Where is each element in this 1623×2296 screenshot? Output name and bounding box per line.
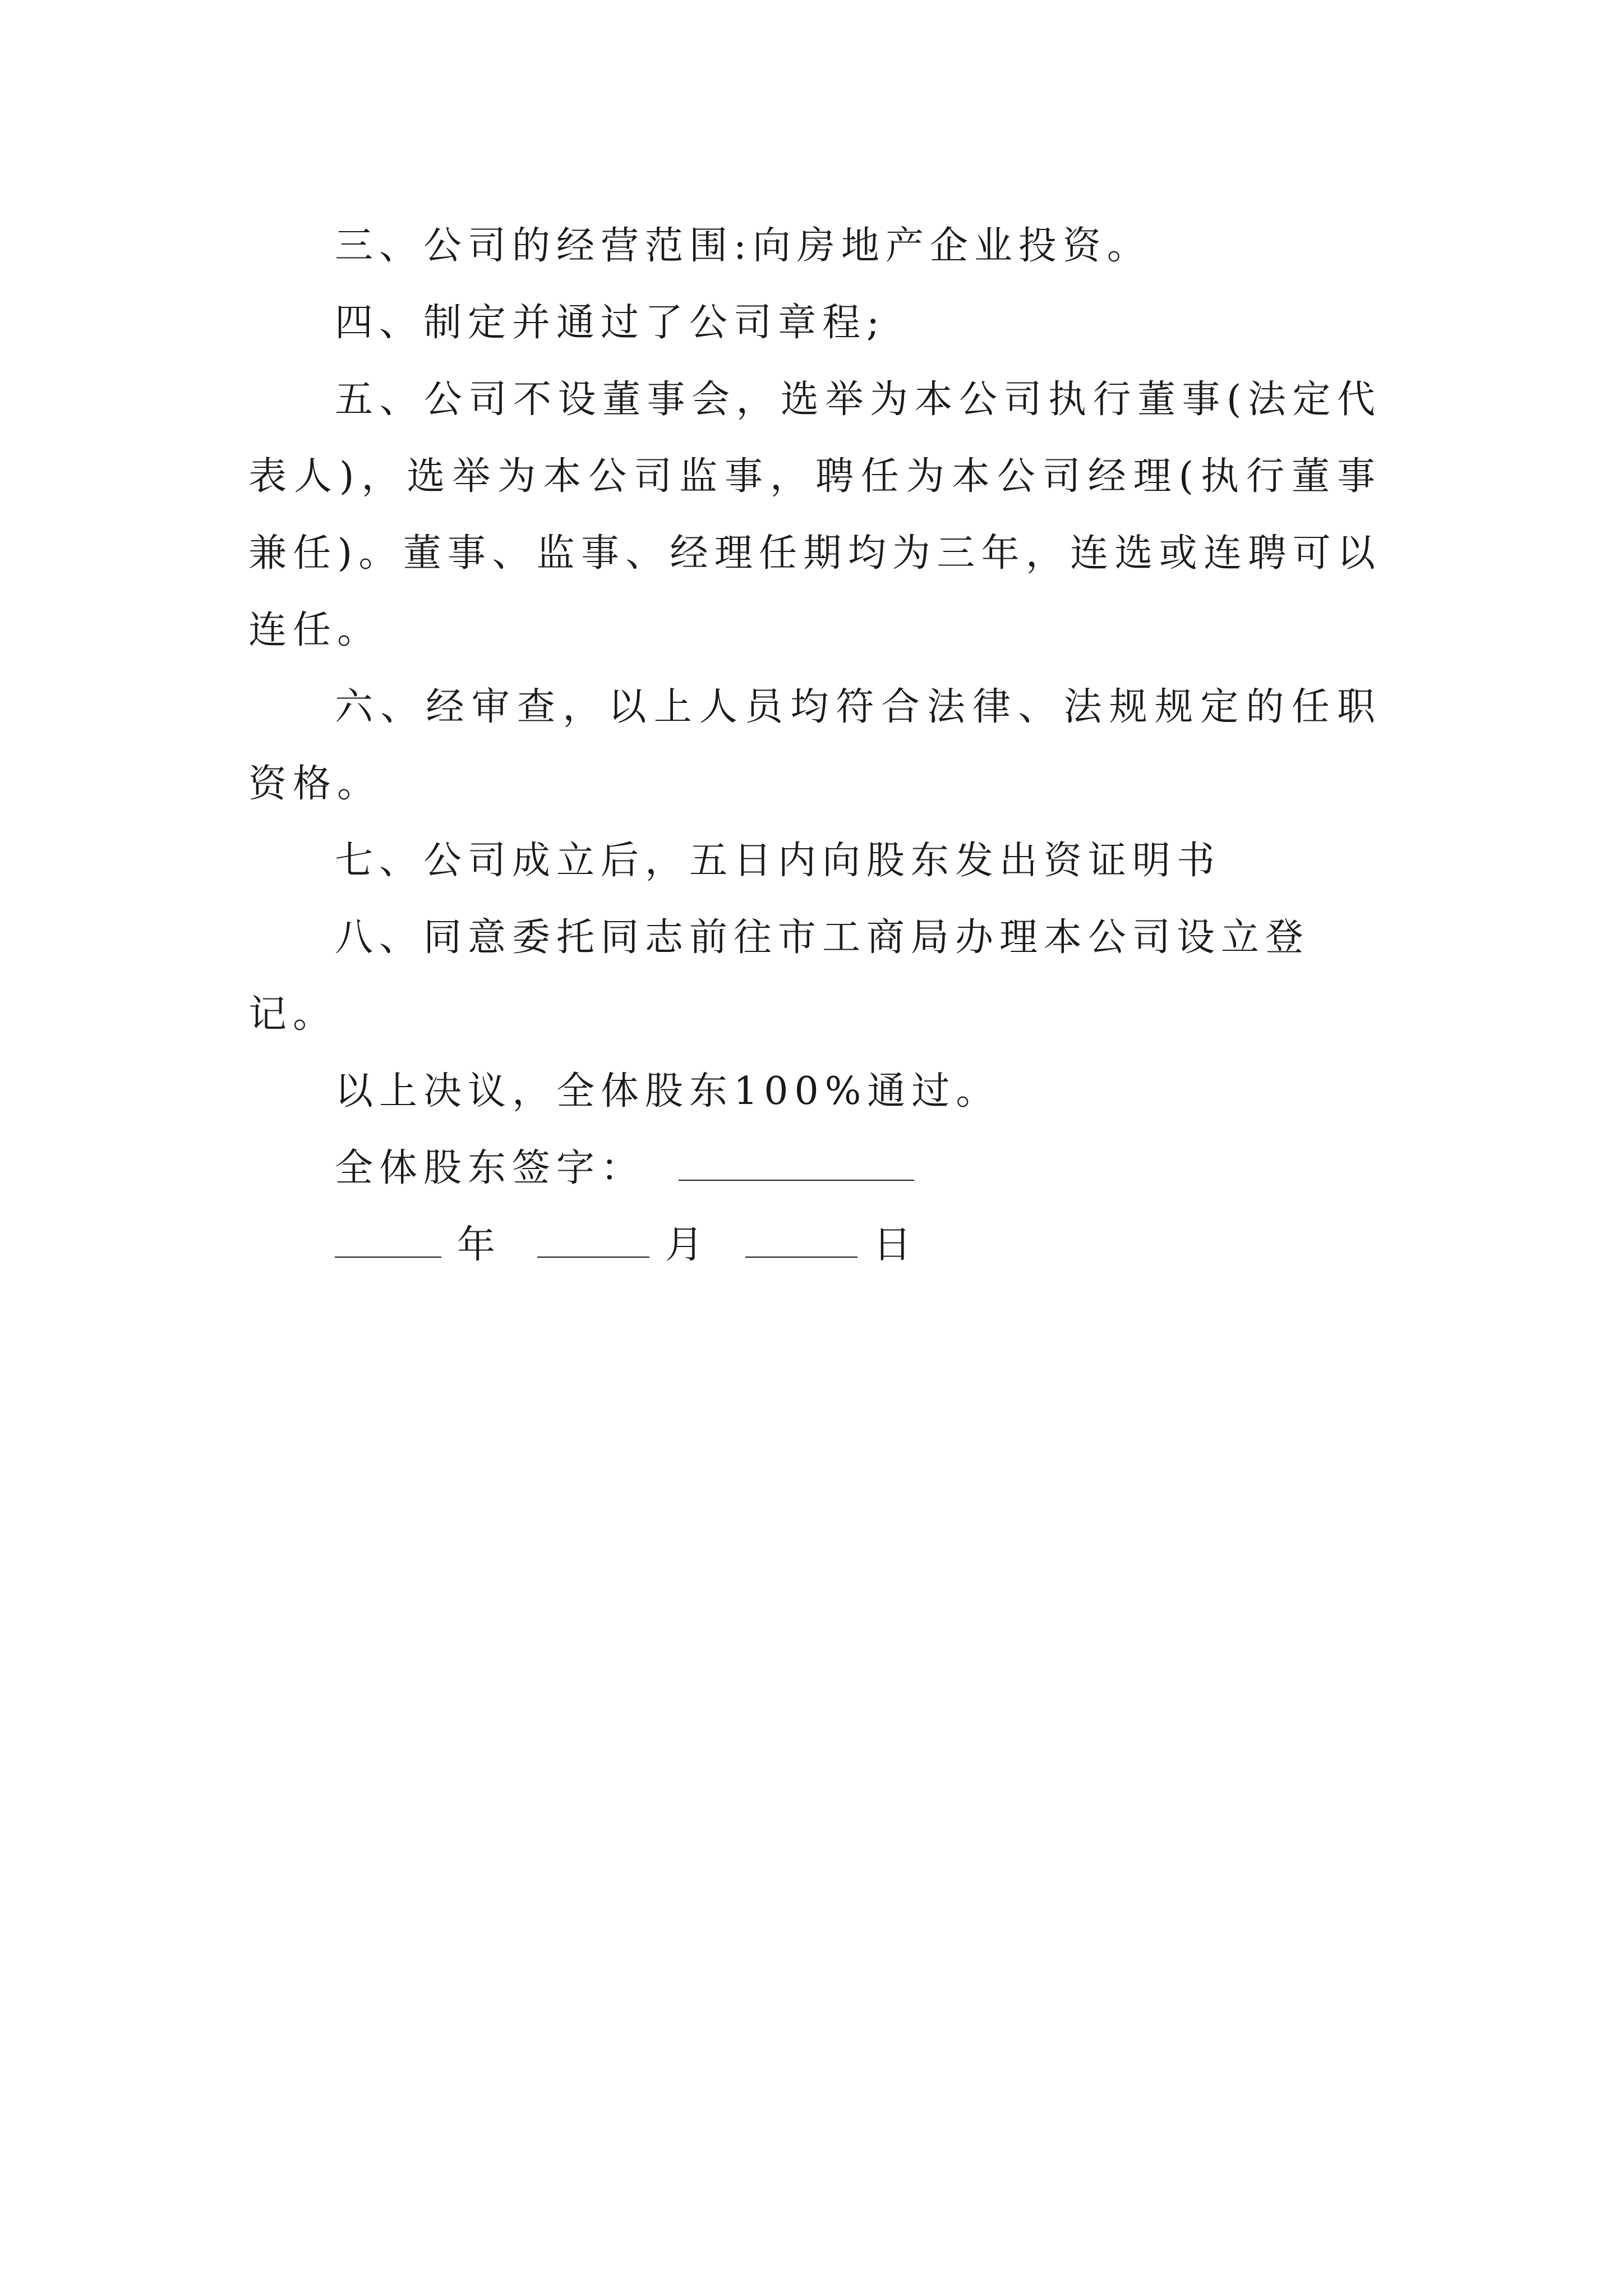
paragraph-resolution-passed: 以上决议，全体股东100%通过。 — [335, 1069, 1000, 1114]
day-blank[interactable] — [745, 1228, 857, 1258]
month-blank[interactable] — [537, 1228, 649, 1258]
signature-label: 全体股东签字： — [335, 1146, 645, 1190]
paragraph-articles: 四、制定并通过了公司章程; — [335, 301, 886, 345]
signature-line — [248, 1130, 1381, 1207]
date-line — [248, 1207, 1381, 1283]
paragraph-business-scope: 三、公司的经营范围:向房地产企业投资。 — [335, 224, 1151, 268]
paragraph-registration: 八、同意委托同志前往市工商局办理本公司设立登记。 — [248, 915, 1310, 1037]
year-blank[interactable] — [335, 1228, 441, 1258]
year-label: 年 — [457, 1223, 502, 1267]
day-label: 日 — [873, 1223, 918, 1267]
paragraph-officers: 五、公司不设董事会，选举为本公司执行董事(法定代表人)，选举为本公司监事，聘任为本公司经理(执行董事兼任)。董事、监事、经理任期均为三年，连选或连聘可以连任。 — [248, 378, 1381, 652]
paragraph-capital-certificate: 七、公司成立后，五日内向股东发出资证明书 — [335, 839, 1221, 883]
month-label: 月 — [665, 1223, 710, 1267]
document-body — [248, 208, 1381, 1283]
signature-blank[interactable] — [679, 1152, 914, 1181]
paragraph-qualification: 六、经审查，以上人员均符合法律、法规规定的任职资格。 — [248, 685, 1381, 806]
